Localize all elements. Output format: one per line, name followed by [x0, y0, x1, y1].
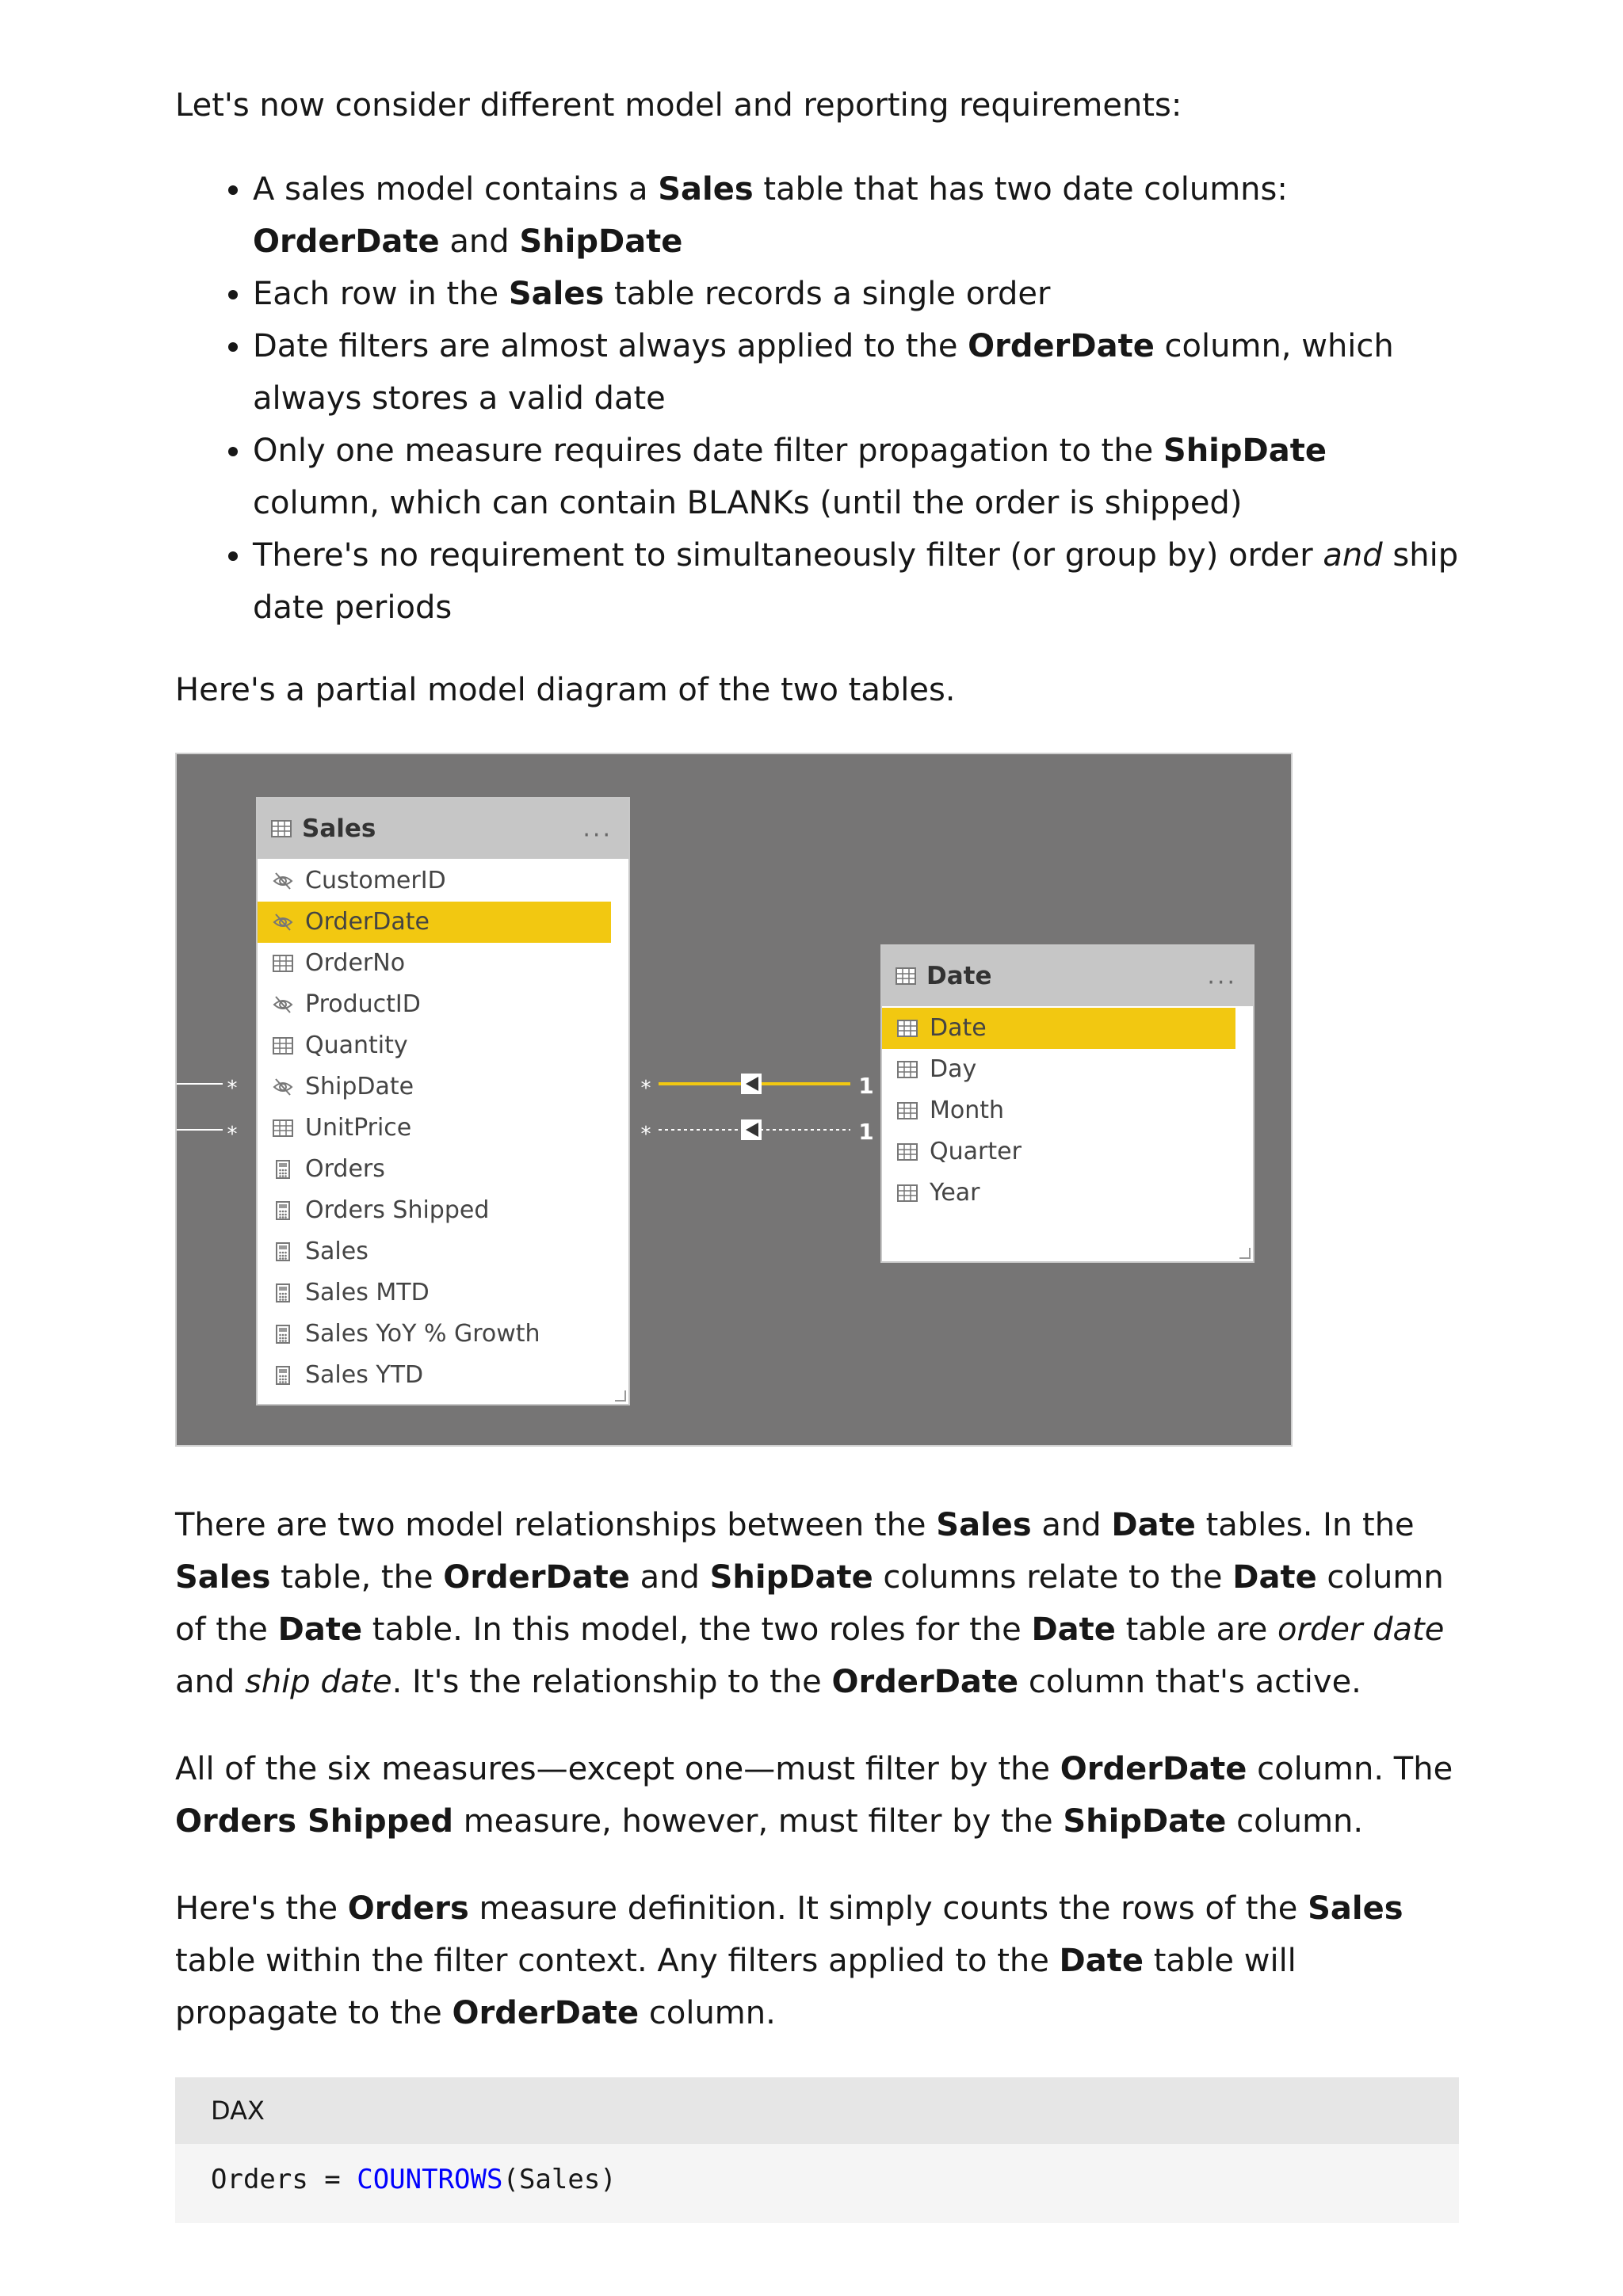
- list-item: • Each row in the Sales table records a single order: [253, 268, 1459, 320]
- calculator-icon: [272, 1199, 294, 1222]
- relationships-paragraph: There are two model relationships between the Sales and Date tables. In the Sales table, the OrderDate and ShipDate columns relate to the Date column of the Date table. In this model, the two roles for the Date table are order date and ship date. It's the relationship to the OrderDate column that's active.: [175, 1507, 1445, 1700]
- code-block: [175, 2077, 1459, 2223]
- model-diagram: [175, 753, 1293, 1447]
- resize-handle[interactable]: [1239, 1248, 1251, 1259]
- field-label: Sales YoY % Growth: [305, 1320, 540, 1348]
- table-icon: [896, 1100, 918, 1122]
- field-label: Quantity: [305, 1032, 408, 1059]
- field-label: Orders Shipped: [305, 1196, 490, 1224]
- more-options-icon[interactable]: ···: [1207, 969, 1237, 997]
- field-label: OrderNo: [305, 949, 406, 977]
- date-table-title: Date: [926, 962, 992, 990]
- hidden-icon: [272, 994, 294, 1016]
- date-table-header[interactable]: [882, 946, 1253, 1006]
- requirements-list: [175, 163, 1459, 634]
- many-marker: *: [640, 1123, 651, 1146]
- resize-handle[interactable]: [615, 1390, 626, 1402]
- field-label: Sales MTD: [305, 1279, 430, 1306]
- orders-paragraph: Here's the Orders measure definition. It simply counts the rows of the Sales table within the filter context. Any filters applied to the Date table will propagate to the OrderDate column.: [175, 1890, 1403, 2031]
- field-label: OrderDate: [305, 908, 430, 936]
- hidden-icon: [272, 911, 294, 933]
- field-label: Day: [930, 1055, 977, 1083]
- table-icon: [896, 1141, 918, 1163]
- article-content: [175, 79, 1459, 2223]
- calculator-icon: [272, 1364, 294, 1386]
- sales-table-title: Sales: [302, 814, 376, 843]
- measures-paragraph: All of the six measures—except one—must filter by the OrderDate column. The Orders Shipped measure, however, must filter by the ShipDate column.: [175, 1751, 1453, 1840]
- code-function: COUNTROWS: [357, 2164, 503, 2195]
- field-label: ProductID: [305, 990, 421, 1018]
- sales-table-card[interactable]: [256, 797, 630, 1405]
- calculator-icon: [272, 1323, 294, 1345]
- calculator-icon: [272, 1158, 294, 1180]
- field-label: Date: [930, 1014, 987, 1042]
- code-content[interactable]: Orders = COUNTROWS(Sales): [211, 2164, 617, 2195]
- date-table-card[interactable]: [880, 944, 1254, 1263]
- field-label: UnitPrice: [305, 1114, 412, 1142]
- field-label: ShipDate: [305, 1073, 414, 1100]
- one-marker: 1: [858, 1119, 874, 1145]
- table-icon: [272, 1117, 294, 1139]
- hidden-icon: [272, 1076, 294, 1098]
- table-icon: [896, 1017, 918, 1039]
- field-label: Quarter: [930, 1138, 1022, 1165]
- list-item: • There's no requirement to simultaneously filter (or group by) order and ship date periods: [253, 529, 1459, 634]
- many-marker: *: [227, 1077, 238, 1100]
- field-label: CustomerID: [305, 867, 446, 894]
- list-item: • A sales model contains a Sales table that has two date columns: OrderDate and ShipDate: [253, 163, 1459, 268]
- field-label: Year: [930, 1179, 980, 1207]
- many-marker: *: [640, 1077, 651, 1100]
- field-label: Month: [930, 1097, 1005, 1124]
- more-options-icon[interactable]: ···: [582, 822, 613, 849]
- table-icon: [896, 1058, 918, 1081]
- field-label: Sales: [305, 1238, 369, 1265]
- one-marker: 1: [858, 1073, 874, 1099]
- sales-table-header[interactable]: [258, 799, 628, 859]
- field-row[interactable]: [258, 1355, 611, 1396]
- hidden-icon: [272, 870, 294, 892]
- field-label: Orders: [305, 1155, 385, 1183]
- many-marker: *: [227, 1123, 238, 1146]
- table-icon: [272, 952, 294, 974]
- code-language-label: DAX: [175, 2077, 1459, 2144]
- calculator-icon: [272, 1241, 294, 1263]
- diagram-caption: Here's a partial model diagram of the two tables.: [175, 672, 956, 708]
- table-icon: [272, 1035, 294, 1057]
- table-icon: [896, 1182, 918, 1204]
- calculator-icon: [272, 1282, 294, 1304]
- intro-text: Let's now consider different model and reporting requirements:: [175, 87, 1182, 124]
- field-row[interactable]: [882, 1173, 1235, 1214]
- table-icon: [270, 818, 292, 840]
- field-label: Sales YTD: [305, 1361, 424, 1389]
- table-icon: [895, 965, 917, 987]
- list-item: • Only one measure requires date filter propagation to the ShipDate column, which can contain BLANKs (until the order is shipped): [253, 425, 1459, 529]
- list-item: • Date filters are almost always applied to the OrderDate column, which always stores a valid date: [253, 320, 1459, 425]
